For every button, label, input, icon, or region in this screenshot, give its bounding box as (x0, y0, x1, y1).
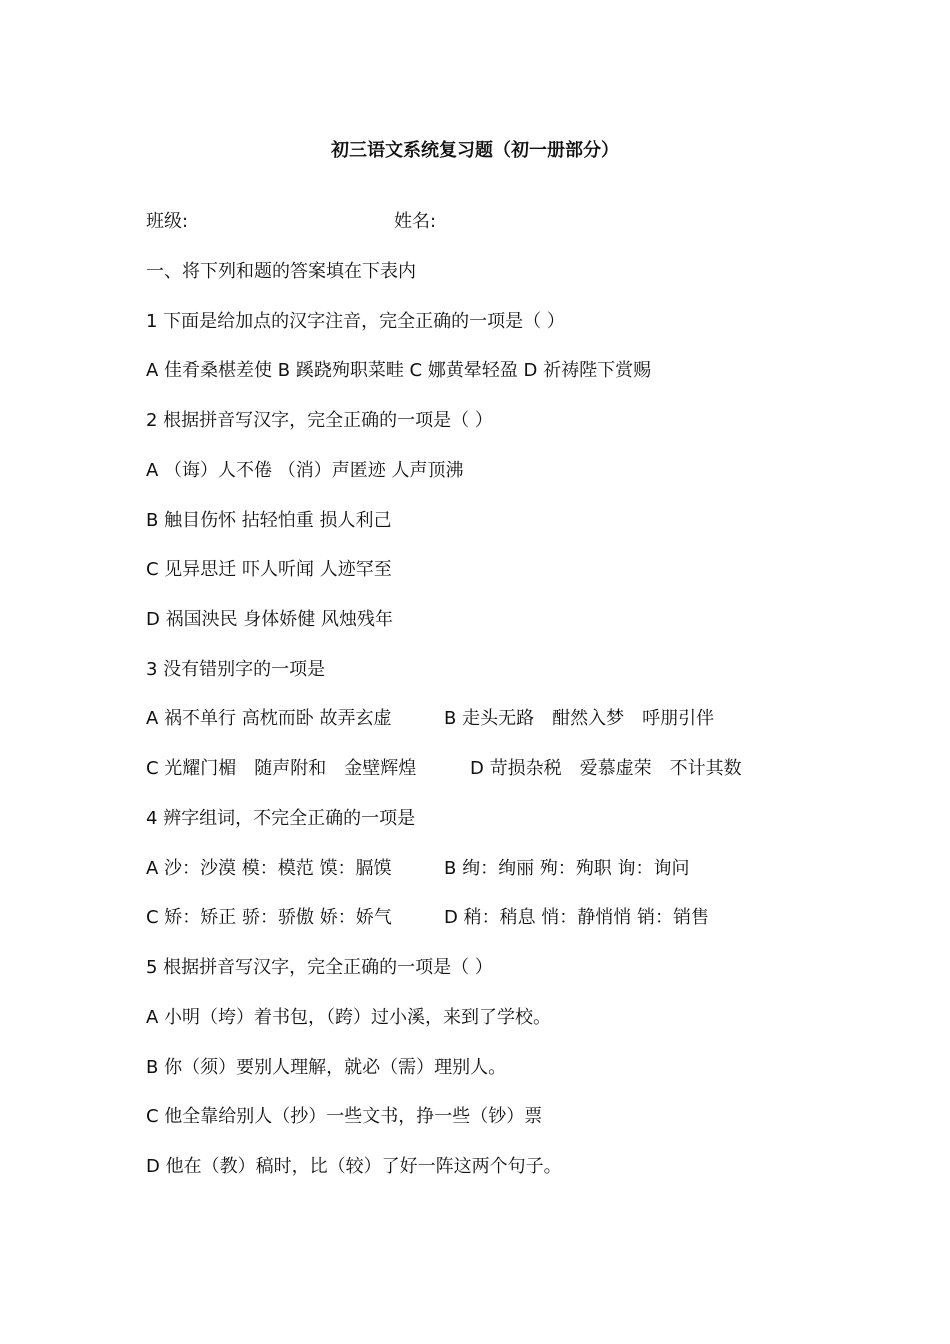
question-5-option-b: B 你（须）要别人理解，就必（需）理别人。 (146, 1057, 507, 1078)
class-label: 班级: (146, 211, 189, 232)
question-3-options-ab (146, 707, 714, 731)
question-4-option-d: D 稍：稍息 悄：静悄悄 销：销售 (444, 907, 710, 928)
question-3-option-b: B 走头无路 酣然入梦 呼朋引伴 (444, 708, 715, 729)
question-3-stem: 3 没有错别字的一项是 (146, 659, 326, 680)
question-4-option-c: C 矫：矫正 骄：骄傲 娇：娇气 (146, 907, 392, 928)
question-2-option-b: B 触目伤怀 拈轻怕重 损人利己 (146, 510, 392, 531)
question-3-options-cd (146, 757, 742, 781)
section-heading: 一、将下列和题的答案填在下表内 (146, 261, 416, 282)
question-4-option-a: A 沙：沙漠 模：模范 馍：膈馍 (146, 858, 392, 879)
question-1-options: A 佳肴桑椹差使 B 蹊跷殉职菜畦 C 娜黄晕轻盈 D 祈祷陛下赏赐 (146, 360, 652, 381)
question-2-option-d: D 祸国泱民 身体娇健 风烛残年 (146, 609, 394, 630)
document-title: 初三语文系统复习题（初一册部分） (331, 140, 619, 161)
question-1-stem: 1 下面是给加点的汉字注音，完全正确的一项是（ ） (146, 311, 565, 332)
question-4-options-cd (146, 906, 709, 930)
question-3-option-a: A 祸不单行 高枕而卧 故弄玄虚 (146, 708, 392, 729)
question-4-options-ab (146, 857, 690, 881)
question-5-option-c: C 他全靠给别人（抄）一些文书，挣一些（钞）票 (146, 1106, 543, 1127)
name-label: 姓名: (394, 211, 437, 232)
question-2-option-c: C 见异思迁 吓人听闻 人迹罕至 (146, 559, 392, 580)
question-3-option-c: C 光耀门楣 随声附和 金壁辉煌 (146, 758, 417, 779)
question-2-option-a: A （诲）人不倦 （消）声匿迹 人声顶沸 (146, 460, 464, 481)
question-3-option-d: D 苛损杂税 爱慕虚荣 不计其数 (470, 758, 742, 779)
question-4-option-b: B 绚：绚丽 殉：殉职 询：询问 (444, 858, 690, 879)
question-5-option-a: A 小明（垮）着书包，（跨）过小溪，来到了学校。 (146, 1007, 552, 1028)
question-5-option-d: D 他在（教）稿时，比（较）了好一阵这两个句子。 (146, 1156, 562, 1177)
question-4-stem: 4 辨字组词，不完全正确的一项是 (146, 808, 416, 829)
question-5-stem: 5 根据拼音写汉字，完全正确的一项是（ ） (146, 957, 493, 978)
question-2-stem: 2 根据拼音写汉字，完全正确的一项是（ ） (146, 410, 493, 431)
